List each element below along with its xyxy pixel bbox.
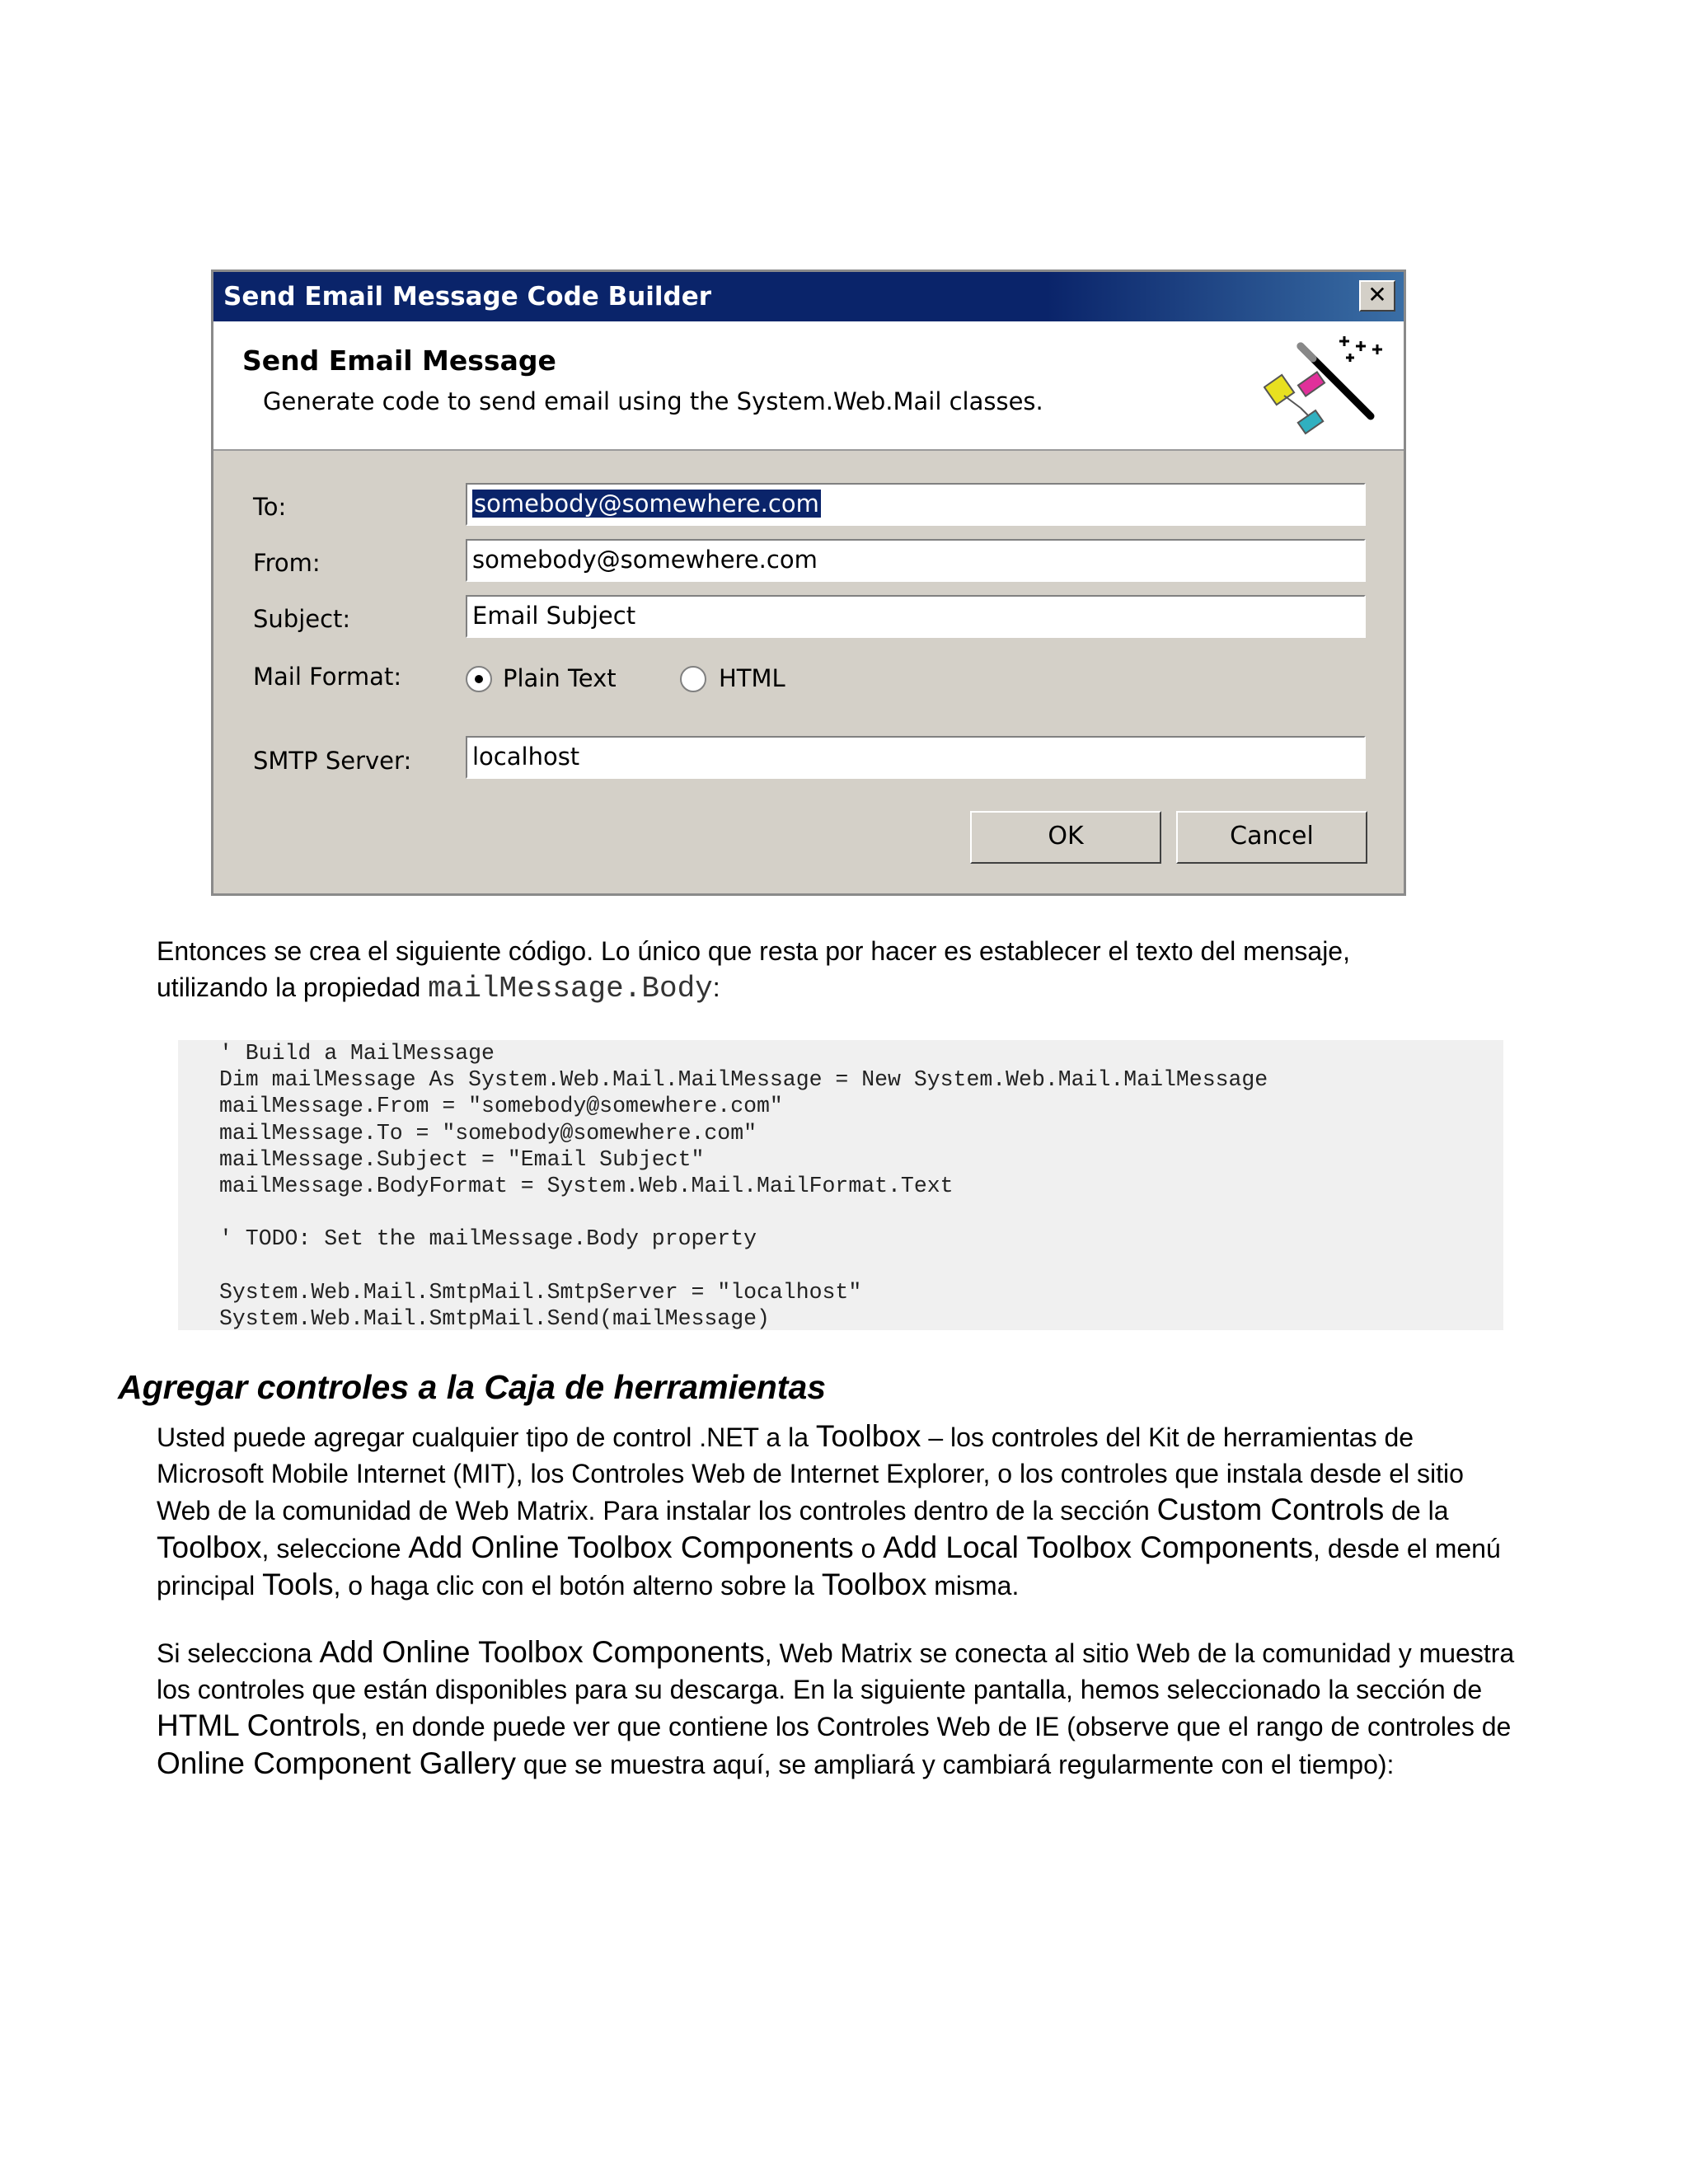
from-field[interactable]: somebody@somewhere.com	[466, 539, 1366, 582]
text: , Web Matrix se conecta al sitio Web de la comunidad y muestra los controles que están disponibles para su descarga. En la siguiente pantalla, hemos seleccionado la sección de	[157, 1638, 1515, 1704]
from-label: From:	[253, 549, 321, 577]
code-line: ' Build a MailMessage	[219, 1041, 495, 1066]
paragraph-toolbox	[157, 1418, 1517, 1605]
close-button[interactable]	[1359, 280, 1395, 312]
header-description: Generate code to send email using the System.Web.Mail classes.	[263, 387, 1043, 415]
text: Si selecciona	[157, 1638, 320, 1668]
ui-term: Add Local Toolbox Components	[883, 1530, 1314, 1564]
text: de la	[1384, 1496, 1449, 1526]
ui-term: Add Online Toolbox Components	[408, 1530, 854, 1564]
ui-term: Add Online Toolbox Components	[319, 1635, 765, 1669]
inline-code: mailMessage.Body	[428, 971, 713, 1005]
html-label[interactable]: HTML	[719, 664, 785, 692]
text: , en donde puede ver que contiene los Controles Web de IE (observe que el rango de controles de	[360, 1712, 1512, 1741]
ui-term: Online Component Gallery	[157, 1746, 516, 1780]
ui-term: Tools	[262, 1568, 334, 1601]
to-value: somebody@somewhere.com	[474, 490, 819, 518]
ui-term: Custom Controls	[1156, 1493, 1385, 1526]
subject-label: Subject:	[253, 605, 351, 633]
ui-term: Toolbox	[815, 1419, 921, 1453]
paragraph-online-components	[157, 1634, 1517, 1783]
plain-text-label[interactable]: Plain Text	[503, 664, 617, 692]
code-text	[219, 1040, 1268, 1332]
ok-button[interactable]: OK	[970, 811, 1161, 864]
code-line: mailMessage.BodyFormat = System.Web.Mail.MailFormat.Text	[219, 1174, 954, 1199]
ui-term: Toolbox	[157, 1530, 262, 1564]
ui-term: Toolbox	[821, 1568, 927, 1601]
dialog-title: Send Email Message Code Builder	[223, 282, 712, 312]
intro-line-2-prefix: utilizando la propiedad	[157, 972, 429, 1002]
code-line: System.Web.Mail.SmtpMail.Send(mailMessage)	[219, 1306, 770, 1332]
text: – los controles del Kit de herramientas de Microsoft Mobile Internet (MIT), los Controles Web de Internet Explorer, o los controles que instala desde el sitio Web de la comunidad de Web Matrix. Para instalar los controles dentro de la sección	[157, 1422, 1464, 1526]
html-radio[interactable]	[680, 666, 706, 692]
text: , seleccione	[261, 1533, 409, 1563]
text: , desde el menú principal	[157, 1533, 1501, 1601]
code-block	[178, 1040, 1503, 1330]
intro-paragraph	[157, 934, 1517, 1006]
code-line: Dim mailMessage As System.Web.Mail.MailMessage = New System.Web.Mail.MailMessage	[219, 1067, 1268, 1093]
text: que se muestra aquí, se ampliará y cambiará regularmente con el tiempo):	[516, 1749, 1395, 1779]
intro-line-2-suffix: :	[712, 972, 720, 1002]
code-line: mailMessage.To = "somebody@somewhere.com"	[219, 1120, 757, 1146]
send-email-dialog	[211, 269, 1406, 896]
code-line: System.Web.Mail.SmtpMail.SmtpServer = "localhost"	[219, 1279, 862, 1305]
code-line: mailMessage.From = "somebody@somewhere.com"	[219, 1094, 783, 1119]
to-field[interactable]	[466, 483, 1366, 526]
subject-field[interactable]: Email Subject	[466, 595, 1366, 638]
smtp-server-label: SMTP Server:	[253, 747, 412, 775]
ui-term: HTML Controls	[157, 1708, 361, 1742]
code-line: ' TODO: Set the mailMessage.Body property	[219, 1226, 757, 1252]
intro-line-1: Entonces se crea el siguiente código. Lo único que resta por hacer es establecer el texto del mensaje,	[157, 936, 1350, 966]
text: misma.	[926, 1571, 1020, 1601]
magic-wand-icon	[1264, 330, 1387, 445]
mail-format-label: Mail Format:	[253, 663, 402, 691]
close-icon: ✕	[1367, 281, 1387, 308]
text: o	[853, 1533, 884, 1563]
text: , o haga clic con el botón alterno sobre la	[333, 1571, 822, 1601]
dialog-header	[213, 321, 1404, 451]
section-heading: Agregar controles a la Caja de herramientas	[118, 1368, 827, 1406]
to-label: To:	[253, 493, 287, 521]
text: Usted puede agregar cualquier tipo de control .NET a la	[157, 1422, 816, 1452]
plain-text-radio[interactable]	[466, 666, 492, 692]
smtp-server-field[interactable]: localhost	[466, 736, 1366, 779]
cancel-button[interactable]: Cancel	[1176, 811, 1367, 864]
header-title: Send Email Message	[242, 344, 556, 377]
dialog-titlebar[interactable]	[213, 272, 1404, 321]
code-line: mailMessage.Subject = "Email Subject"	[219, 1146, 705, 1172]
